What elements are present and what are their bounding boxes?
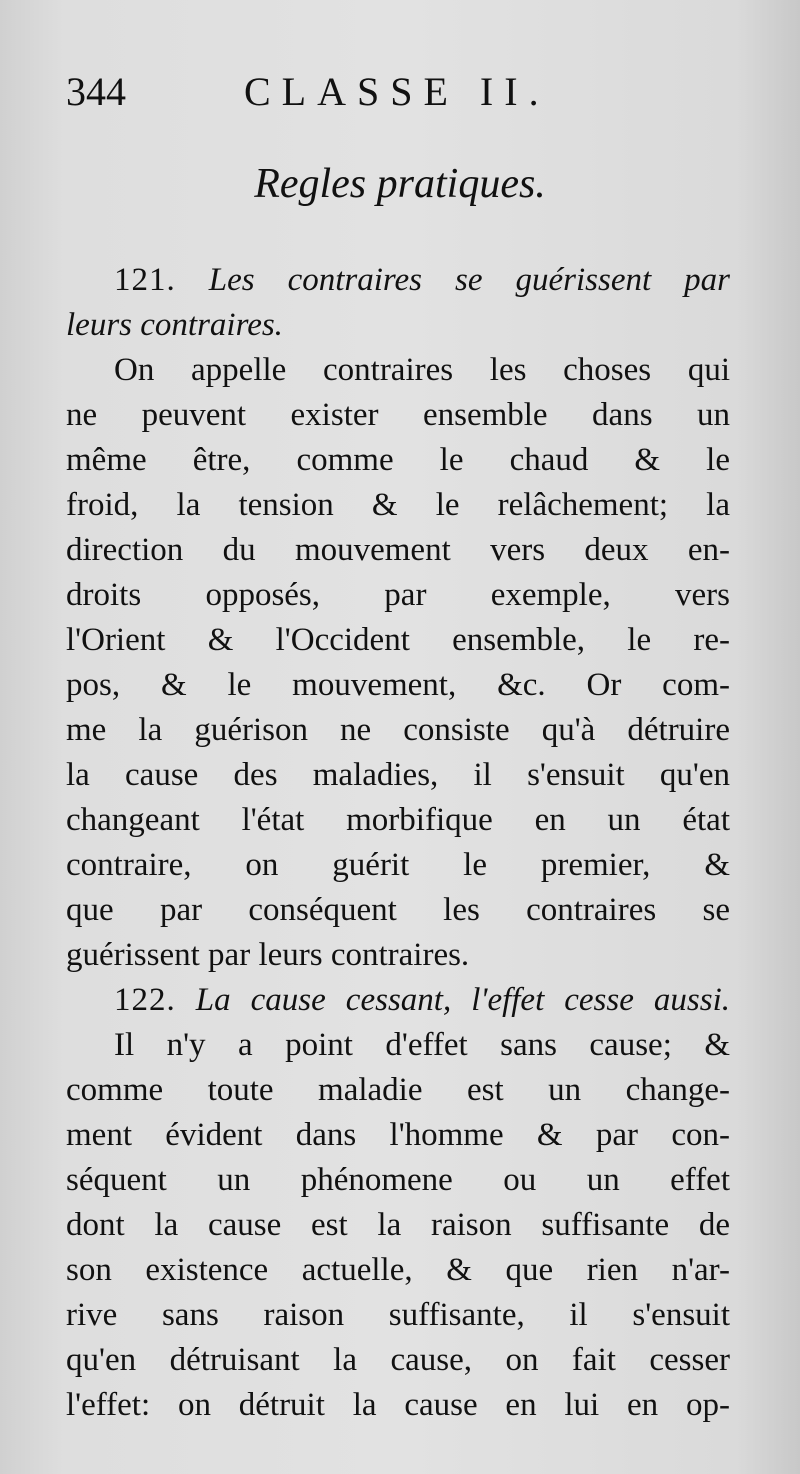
page-number: 344 xyxy=(66,69,126,114)
rule-number: 121. xyxy=(114,262,176,298)
paragraph-line: guérissent par leurs contraires. xyxy=(66,937,470,973)
running-head: CLASSE II. xyxy=(244,69,550,114)
paragraph-line: l'effet: on détruit la cause en lui en op- xyxy=(66,1387,730,1423)
paragraph-line: changeant l'état morbifique en un état xyxy=(66,802,730,838)
paragraph-line: me la guérison ne consiste qu'à détruire xyxy=(66,712,730,748)
rule-title: La cause cessant, l'effet cesse aussi. xyxy=(195,982,730,1018)
paragraph-line: ment évident dans l'homme & par con- xyxy=(66,1117,730,1153)
paragraph-line: pos, & le mouvement, &c. Or com- xyxy=(66,667,730,703)
paragraph-line: On appelle contraires les choses qui xyxy=(114,352,730,388)
paragraph-line: rive sans raison suffisante, il s'ensuit xyxy=(66,1297,730,1333)
body-text xyxy=(66,258,730,1428)
page-header xyxy=(66,68,740,118)
section-title: Regles pratiques. xyxy=(254,161,546,207)
paragraph-line: son existence actuelle, & que rien n'ar- xyxy=(66,1252,730,1288)
paragraph-line: que par conséquent les contraires se xyxy=(66,892,730,928)
rule-121-heading-cont: leurs contraires. xyxy=(66,307,283,343)
paragraph-line: Il n'y a point d'effet sans cause; & xyxy=(114,1027,730,1063)
paragraph-line: dont la cause est la raison suffisante de xyxy=(66,1207,730,1243)
paragraph-line: droits opposés, par exemple, vers xyxy=(66,577,730,613)
rule-121-heading xyxy=(66,258,730,303)
paragraph-line: ne peuvent exister ensemble dans un xyxy=(66,397,730,433)
paragraph-line: même être, comme le chaud & le xyxy=(66,442,730,478)
paragraph-line: séquent un phénomene ou un effet xyxy=(66,1162,730,1198)
rule-number: 122. xyxy=(114,982,176,1018)
paragraph-line: la cause des maladies, il s'ensuit qu'en xyxy=(66,757,730,793)
paragraph-line: qu'en détruisant la cause, on fait cesser xyxy=(66,1342,730,1378)
paragraph-line: contraire, on guérit le premier, & xyxy=(66,847,730,883)
paragraph-line: direction du mouvement vers deux en- xyxy=(66,532,730,568)
rule-122-heading xyxy=(66,978,730,1023)
rule-title: Les contraires se guérissent par xyxy=(208,262,730,298)
paragraph-line: l'Orient & l'Occident ensemble, le re- xyxy=(66,622,730,658)
paragraph-line: comme toute maladie est un change- xyxy=(66,1072,730,1108)
paragraph-line: froid, la tension & le relâchement; la xyxy=(66,487,730,523)
